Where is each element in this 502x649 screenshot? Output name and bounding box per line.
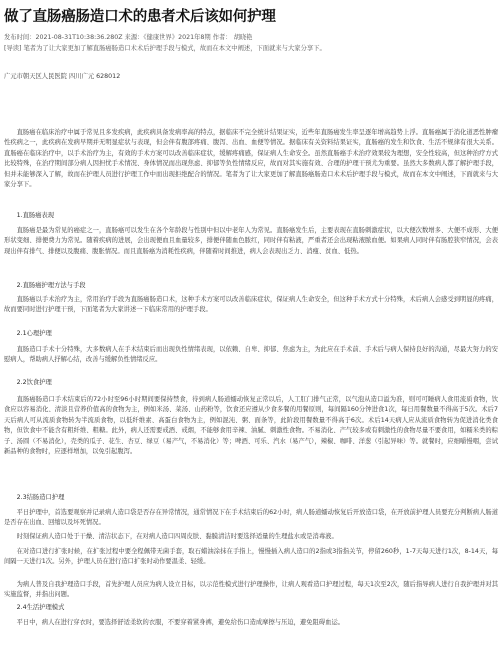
section-paragraph: 为病人普及自我护理造口手段，首先护理人员应为病人设立目标，以示范性模式进行护理操作，让病人观看造口护理过程，每天1次至2次，随后指导病人进行自我护理并对其实施监督，并指出问题。: [4, 581, 498, 599]
section-paragraph: 平日中，病人在进行穿衣时，要选择舒适柔软的衣服，不要穿着紧身裤，避免给伤口造成摩擦与压迫，避免阻碍血运。: [16, 619, 345, 626]
affiliation: 广元市朝天区人民医院 四川广元 628012: [4, 73, 121, 80]
publish-meta: 发布时间：2021-08-31T10:38:36.280Z 来源：《健康世界》2021年8期 作者： 胡晓艳: [4, 34, 253, 41]
guide-text: [导读] 笔者为了让大家更加了解直肠癌肠造口术术后护理手段与模式，故而在本文中阐述，下面就来与大家分享下。: [4, 45, 326, 52]
section-paragraph: 直肠造口手术十分特殊，大多数病人在手术结束后而出现负性情绪表现，以依赖、自卑、抑郁、焦虑为主，为此应在手术前、手术后与病人保持良好的沟通，尽最大努力的安慰病人，帮助病人抒解心结，改善与缓解负性情绪反应。: [4, 346, 498, 364]
section-heading: 2.2饮食护理: [16, 379, 52, 386]
section-paragraph: 平日护理中，首选要观察并记录病人造口袋是否存在异常情况，通常情况下在手术结束后的62小时，病人肠道蠕动恢复后开放造口袋，在开放前护理人员要充分判断病人肠道是否存在出血、回缩以及坏死情况。: [4, 509, 498, 527]
section-heading: 2.直肠癌护理方法与手段: [16, 282, 86, 289]
section-paragraph: 直肠癌以手术治疗为主，常用治疗手段为直肠癌肠造口术，这种手术方案可以改善临床症状，保证病人生命安全，但这种手术方式十分特殊，术后病人会感受到明显的疼痛，故而要同时进行护理干预，下面笔者为大家讲述一下临床常用的护理手段。: [4, 296, 498, 314]
intro-paragraph: 直肠癌在临床治疗中属于常见且多发疾病，此疾病具备发病率高的特点，据临床不完全统计结果证实，近些年直肠癌发生率呈逐年增高趋势上浮。直肠癌属于消化道恶性肿瘤性疾病之一，此疾病在发病早期并无明显症状与表现，但会伴有腹部疼痛、腹泻、出血、血便等情况。据临床有关资料结果证实，直肠癌的发生和饮食、生活不规律有很大关系。直肠癌在临床治疗中，以手术治疗为主，有效的手术方案可以改善临床症状，缓解疼痛感，保证病人生命安全。虽然直肠癌手术治疗效果较为理想，安全性较高，但这种治疗方式比较特殊，在治疗期间部分病人因担忧手术情况、身体情况而出现焦虑、抑郁等负性情绪反应，故而对其实施有效、合理的护理干预尤为重要。虽然大多数病人都了解护理手段，但并未能够深入了解，故而在护理人员进行护理工作中而出现拒绝配合的情况。笔者为了让大家更加了解直肠癌肠造口术术后护理手段与模式，故而在本文中阐述，下面就来与大家分享下。: [4, 129, 498, 189]
section-paragraph: 直肠癌肠造口手术结束后的72小时至96小时期间要保持禁食，待到病人肠道蠕动恢复正常以后，人工肛门排气正常，以气泡从造口溢为准，则可可睡病人食用流质食物，饮食应以容易消化、清淡且营养价值高的食物为主，例如米汤、菜汤、山药粉等，饮食还应遵从少食多餐的用餐原则，每间隔160分钟进食1次，每日用餐数量不得高于5次。术后7天后病人可从流质食物转为半流质食物，以低纤维素、高蛋白食物为主，例如混沌、粥、面条等，此阶段用餐数量不得高于6次。术后14天病人应从流质食物转为促进消化类食物，但饮食中不能含有粗纤维、粗糖。此外，病人还需要戒酒、戒烟，不能够食用辛辣、油腻、刺激性食物。不易消化、产气较多或有刺激性的食物尽量不要食用，如糯米类的粽子、汤圆（不易消化），壳类的瓜子、花生、杏豆、绿豆（易产气，不易消化）等；啤酒、可乐、汽水（易产气），辣椒、咖啡、洋葱（引起异味）等。就餐时，应细嚼慢咽，尝试新品种的食物时，应逐样增加，以免引起腹泻。: [4, 396, 498, 456]
section-paragraph: 在对造口进行扩张时候，在扩张过程中要全程佩带无菌手套，取石蜡油涂抹在手指上，慢慢插入病人造口的2指或3指指关节，停留260秒，1-7天每天进行1次，8-14天，每间隔一天进行1次。另外，护理人员在进行造口扩张时动作要温柔、轻缓。: [4, 548, 498, 566]
article-title: 做了直肠癌肠造口术的患者术后该如何护理: [4, 9, 276, 25]
section-heading: 2.1心理护理: [16, 330, 52, 337]
section-heading: 2.3结肠造口护理: [16, 494, 65, 501]
section-paragraph: 直肠癌是最为常见的癌症之一，直肠癌可以发生在各个年龄段与性别中但以中老年人为常见。直肠癌发生后，主要表现在直肠刺激症状，以大便次数增多、大便不成形、大便形状变细、排便费力为常见。随着疾病的进展，会出现便血且血量较多，排便伴随血色脓红，同时伴有粘液，严重者还会出现粘液脓血便。如果病人同时伴有肠腔狭窄情况，会表现出伴有排气、排便以及腹痛、腹胀情况。而且直肠癌为消耗性疾病，伴随着时间推进，病人会表现出乏力、消瘦、贫血、低热。: [4, 227, 498, 255]
section-heading: 2.4生活护理模式: [16, 604, 65, 611]
section-paragraph: 时刻保证病人造口处于干燥、清洁状态下，在对病人造口四周皮肤、黏膜清洁时要选择适量的生理盐水或是消毒液。: [16, 533, 338, 540]
section-heading: 1.直肠癌表现: [16, 212, 55, 219]
